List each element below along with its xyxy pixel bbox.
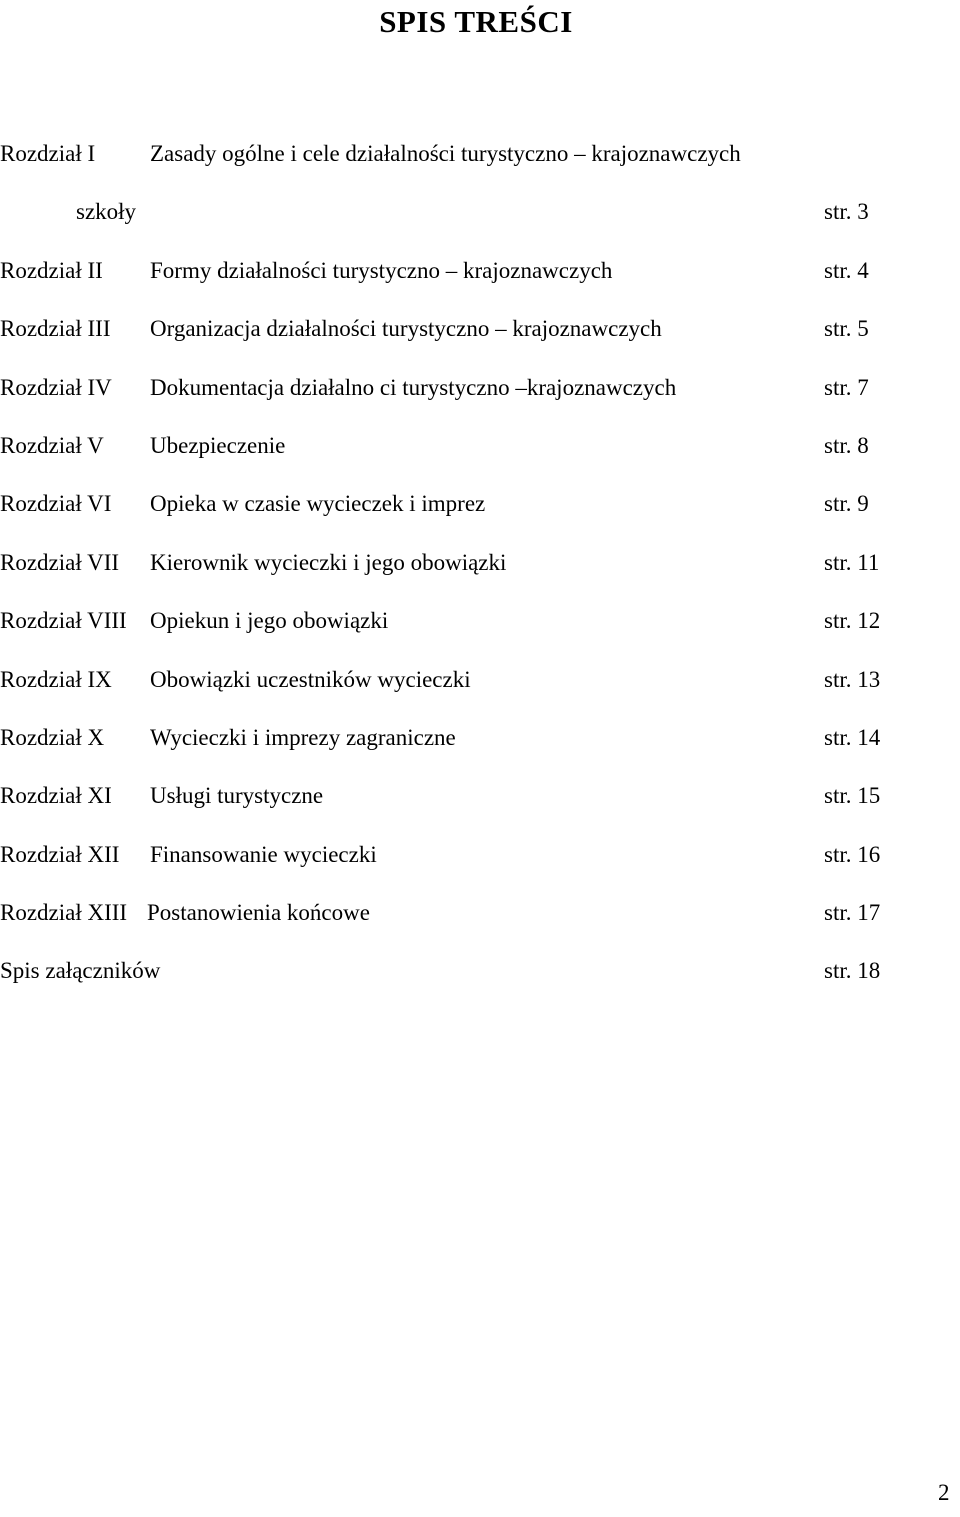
toc-chapter-label: Spis załączników	[0, 958, 161, 984]
toc-page-ref: str. 5	[824, 316, 869, 342]
toc-page-ref: str. 11	[824, 549, 880, 575]
toc-page-ref: str. 13	[824, 666, 881, 692]
toc-page-ref: str. 18	[824, 958, 881, 984]
toc-chapter-label: Rozdział X	[0, 724, 105, 750]
toc-entry-chapter-2	[0, 253, 940, 311]
toc-page-ref: str. 15	[824, 783, 881, 809]
toc-entry-chapter-11	[0, 778, 940, 836]
toc-entry-title: Postanowienia końcowe	[147, 900, 370, 926]
toc-entry-title: Zasady ogólne i cele działalności turystyczno – krajoznawczych	[150, 141, 741, 166]
toc-chapter-label: Rozdział VIII	[0, 608, 127, 634]
toc-entry-chapter-7	[0, 545, 940, 603]
toc-page-ref: str. 9	[824, 491, 869, 517]
toc-chapter-label: Rozdział IV	[0, 374, 112, 400]
toc-entry-chapter-5	[0, 428, 940, 486]
toc-chapter-label: Rozdział II	[0, 257, 103, 283]
toc-page-ref: str. 3	[824, 199, 869, 225]
toc-entry-chapter-10	[0, 720, 940, 778]
toc-entry-chapter-12	[0, 837, 940, 895]
toc-entry-title: Dokumentacja działalno ci turystyczno –krajoznawczych	[150, 374, 677, 400]
toc-chapter-label: Rozdział IX	[0, 666, 112, 692]
toc-entry-title: Kierownik wycieczki i jego obowiązki	[150, 549, 507, 575]
toc-entry-title: Obowiązki uczestników wycieczki	[150, 666, 471, 692]
toc-page-ref: str. 7	[824, 374, 869, 400]
toc-entry-chapter-6	[0, 486, 940, 544]
toc-chapter-label: Rozdział III	[0, 316, 111, 342]
toc-entry-title: Opiekun i jego obowiązki	[150, 608, 389, 634]
toc-chapter-label: Rozdział VII	[0, 549, 120, 575]
toc-entry-title-continuation: szkoły	[76, 199, 137, 225]
toc-entry-chapter-4	[0, 370, 940, 428]
toc-entry-chapter-1-continuation	[0, 194, 940, 252]
toc-page-ref: str. 16	[824, 841, 881, 867]
toc-entry-title: Organizacja działalności turystyczno – krajoznawczych	[150, 316, 662, 342]
toc-chapter-label: Rozdział VI	[0, 491, 112, 517]
toc-chapter-label: Rozdział I	[0, 141, 96, 166]
page-number: 2	[938, 1480, 950, 1505]
toc-chapter-label: Rozdział V	[0, 432, 104, 458]
toc-page-ref: str. 17	[824, 900, 881, 926]
toc-entry-chapter-9	[0, 662, 940, 720]
toc-entry-title: Usługi turystyczne	[150, 783, 324, 809]
toc-entry-title: Opieka w czasie wycieczek i imprez	[150, 491, 486, 517]
toc-chapter-label: Rozdział XIII	[0, 900, 128, 926]
page-title: SPIS TREŚCI	[379, 4, 573, 39]
toc-page-ref: str. 4	[824, 257, 869, 283]
toc-entry-title: Ubezpieczenie	[150, 432, 286, 458]
table-of-contents	[0, 136, 940, 1012]
toc-page-ref: str. 12	[824, 608, 881, 634]
toc-entry-chapter-3	[0, 311, 940, 369]
toc-entry-chapter-13	[0, 895, 940, 953]
toc-entry-chapter-1	[0, 136, 940, 194]
toc-entry-chapter-8	[0, 603, 940, 661]
toc-chapter-label: Rozdział XI	[0, 783, 112, 809]
toc-entry-title: Wycieczki i imprezy zagraniczne	[150, 724, 456, 750]
toc-page-ref: str. 8	[824, 432, 869, 458]
toc-entry-title: Formy działalności turystyczno – krajoznawczych	[150, 257, 613, 283]
toc-page-ref: str. 14	[824, 724, 881, 750]
toc-chapter-label: Rozdział XII	[0, 841, 120, 867]
toc-entry-attachments	[0, 953, 940, 1011]
toc-entry-title: Finansowanie wycieczki	[150, 841, 377, 867]
